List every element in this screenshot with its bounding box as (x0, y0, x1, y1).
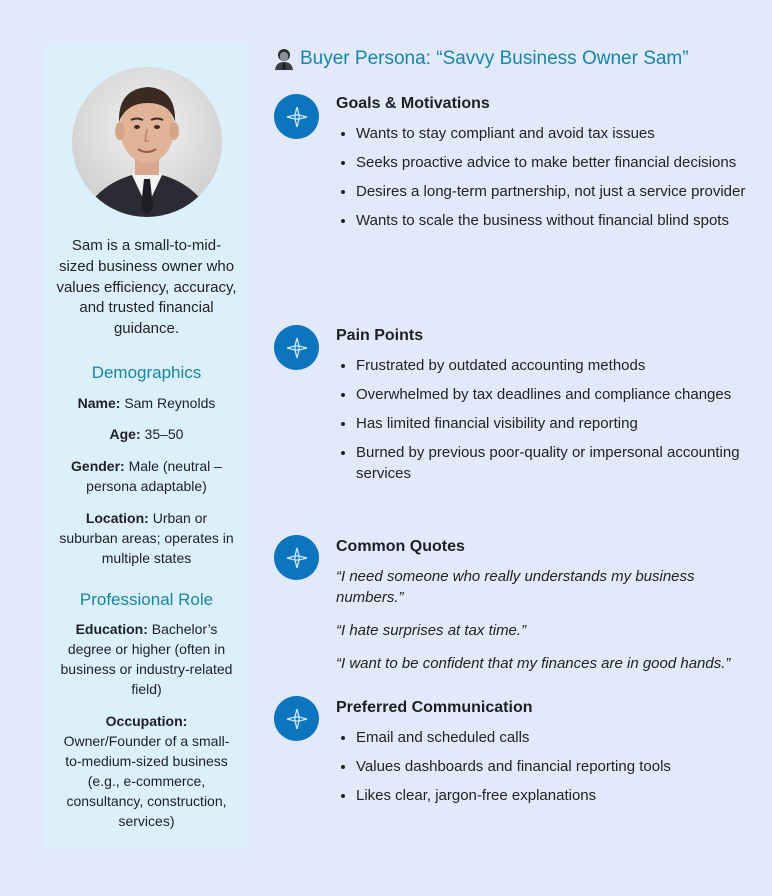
field-occupation (57, 711, 236, 831)
avatar (72, 67, 222, 217)
preferred-communication-heading: Preferred Communication (336, 699, 533, 716)
list-item: • Overwhelmed by tax deadlines and compliance changes (356, 384, 746, 405)
list-item: • Likes clear, jargon-free explanations (356, 785, 746, 806)
compass-star-icon (274, 94, 319, 139)
field-age-label: Age: (109, 426, 141, 442)
persona-sidebar (45, 45, 248, 849)
field-occupation-value: Owner/Founder of a small-to-medium-sized business (e.g., e-commerce, consultancy, construction, services) (63, 733, 230, 829)
field-age (57, 424, 236, 444)
common-quotes-heading: Common Quotes (336, 538, 465, 555)
list-item: • Wants to stay compliant and avoid tax issues (356, 123, 746, 144)
field-education (57, 619, 236, 699)
field-location-value: Urban or suburban areas; operates in multiple states (59, 510, 234, 566)
list-item: • Frustrated by outdated accounting methods (356, 355, 746, 376)
compass-star-icon (274, 535, 319, 580)
field-name (57, 393, 236, 413)
compass-star-icon (274, 696, 319, 741)
pain-points-list (336, 355, 746, 484)
persona-summary: Sam is a small-to-mid-sized business owner who values efficiency, accuracy, and trusted financial guidance. (56, 237, 237, 338)
business-person-icon (274, 48, 294, 70)
goals-heading: Goals & Motivations (336, 95, 490, 112)
list-item: • Email and scheduled calls (356, 727, 746, 748)
quote: “I want to be confident that my finances are in good hands.” (336, 655, 731, 672)
field-name-label: Name: (77, 395, 121, 411)
quote: “I need someone who really understands my business numbers.” (336, 568, 695, 606)
communication-list (336, 727, 746, 806)
goals-list (336, 123, 746, 231)
list-item: • Desires a long-term partnership, not just a service provider (356, 181, 746, 202)
professional-role-heading: Professional Role (79, 590, 214, 609)
field-education-label: Education: (75, 621, 148, 637)
field-gender (57, 456, 236, 496)
field-gender-label: Gender: (71, 458, 125, 474)
compass-star-icon (274, 325, 319, 370)
field-location (57, 508, 236, 568)
list-item: • Seeks proactive advice to make better financial decisions (356, 152, 746, 173)
demographics-heading: Demographics (91, 363, 202, 382)
field-name-value: Sam Reynolds (124, 395, 216, 411)
field-age-value: 35–50 (144, 426, 184, 442)
list-item: • Values dashboards and financial reporting tools (356, 756, 746, 777)
page-title (274, 48, 689, 70)
pain-points-heading: Pain Points (336, 327, 424, 344)
field-education-value: Bachelor’s degree or higher (often in business or industry-related field) (60, 621, 233, 697)
list-item: • Has limited financial visibility and reporting (356, 413, 746, 434)
field-location-label: Location: (85, 510, 149, 526)
quote: “I hate surprises at tax time.” (336, 622, 527, 639)
list-item: • Burned by previous poor-quality or impersonal accounting services (356, 442, 746, 484)
page-title-text: Buyer Persona: “Savvy Business Owner Sam” (300, 48, 689, 69)
portrait-photo (72, 67, 222, 217)
field-occupation-label: Occupation: (105, 713, 188, 729)
list-item: • Wants to scale the business without financial blind spots (356, 210, 746, 231)
field-gender-value: Male (neutral – persona adaptable) (86, 458, 222, 494)
